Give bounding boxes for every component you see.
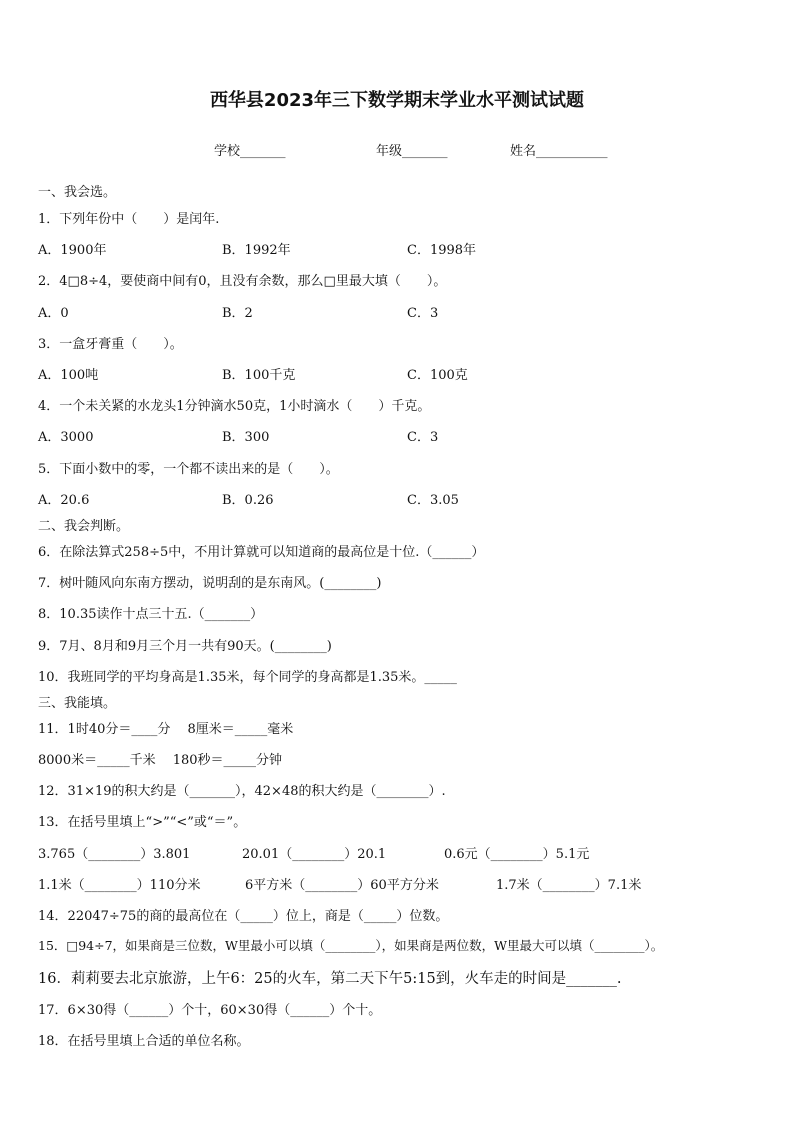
q5-option-b: B．0.26 (222, 493, 274, 508)
q1-option-b: B．1992年 (222, 243, 291, 258)
question-14: 14．22047÷75的商的最高位在（_____）位上，商是（_____）位数。 (38, 909, 449, 924)
question-7: 7．树叶随风向东南方摆动，说明刮的是东南风。(________) (38, 576, 382, 591)
q3-option-b: B．100千克 (222, 368, 296, 383)
section-heading-judge: 二、我会判断。 (38, 519, 130, 534)
q1-option-c: C．1998年 (407, 243, 477, 258)
section-heading-choice: 一、我会选。 (38, 185, 117, 200)
question-3: 3．一盒牙膏重（ ）。 (38, 337, 183, 352)
question-4: 4．一个未关紧的水龙头1分钟滴水50克，1小时滴水（ ）千克。 (38, 399, 431, 414)
question-11-line-2: 8000米＝_____千米 180秒＝_____分钟 (38, 753, 283, 768)
q5-option-c: C．3.05 (407, 493, 459, 508)
question-2: 2．4□8÷4，要使商中间有0，且没有余数，那么□里最大填（ ）。 (38, 274, 447, 289)
q13-item-4: 1.1米（________）110分米 (38, 878, 201, 893)
question-10: 10．我班同学的平均身高是1.35米，每个同学的身高都是1.35米。_____ (38, 670, 457, 685)
question-5: 5．下面小数中的零，一个都不读出来的是（ ）。 (38, 462, 339, 477)
q3-option-a: A．100吨 (38, 368, 99, 383)
q13-item-6: 1.7米（________）7.1米 (496, 878, 642, 893)
question-18: 18．在括号里填上合适的单位名称。 (38, 1034, 250, 1049)
q13-item-5: 6平方米（________）60平方分米 (245, 878, 439, 893)
question-17: 17．6×30得（______）个十，60×30得（______）个十。 (38, 1003, 382, 1018)
question-11-line-1: 11．1时40分＝____分 8厘米＝_____毫米 (38, 722, 294, 737)
question-8: 8．10.35读作十点三十五.（_______） (38, 607, 264, 622)
question-9: 9．7月、8月和9月三个月一共有90天。(________) (38, 639, 332, 654)
q2-option-c: C．3 (407, 306, 439, 321)
section-heading-fill: 三、我能填。 (38, 696, 117, 711)
question-1: 1．下列年份中（ ）是闰年. (38, 212, 220, 227)
question-16: 16．莉莉要去北京旅游，上午6：25的火车，第二天下午5:15到，火车走的时间是_______. (38, 971, 622, 987)
q13-item-3: 0.6元（________）5.1元 (444, 847, 590, 862)
q1-option-a: A．1900年 (38, 243, 107, 258)
question-15: 15．□94÷7，如果商是三位数，W里最小可以填（________），如果商是两位数，W里最大可以填（________）。 (38, 938, 664, 953)
q2-option-b: B．2 (222, 306, 253, 321)
q13-item-2: 20.01（________）20.1 (242, 847, 387, 862)
question-13: 13．在括号里填上“>”“<”或“＝”。 (38, 815, 247, 830)
q4-option-a: A．3000 (38, 430, 94, 445)
school-field: 学校_______ (214, 144, 286, 159)
q3-option-c: C．100克 (407, 368, 468, 383)
q4-option-c: C．3 (407, 430, 439, 445)
q5-option-a: A．20.6 (38, 493, 90, 508)
question-6: 6．在除法算式258÷5中，不用计算就可以知道商的最高位是十位.（______） (38, 545, 485, 560)
q4-option-b: B．300 (222, 430, 270, 445)
q2-option-a: A．0 (38, 306, 69, 321)
grade-field: 年级_______ (376, 144, 448, 159)
name-field: 姓名___________ (510, 144, 608, 159)
q13-item-1: 3.765（________）3.801 (38, 847, 191, 862)
page-title: 西华县2023年三下数学期末学业水平测试试题 (209, 90, 585, 111)
question-12: 12．31×19的积大约是（_______），42×48的积大约是（________）. (38, 784, 446, 799)
